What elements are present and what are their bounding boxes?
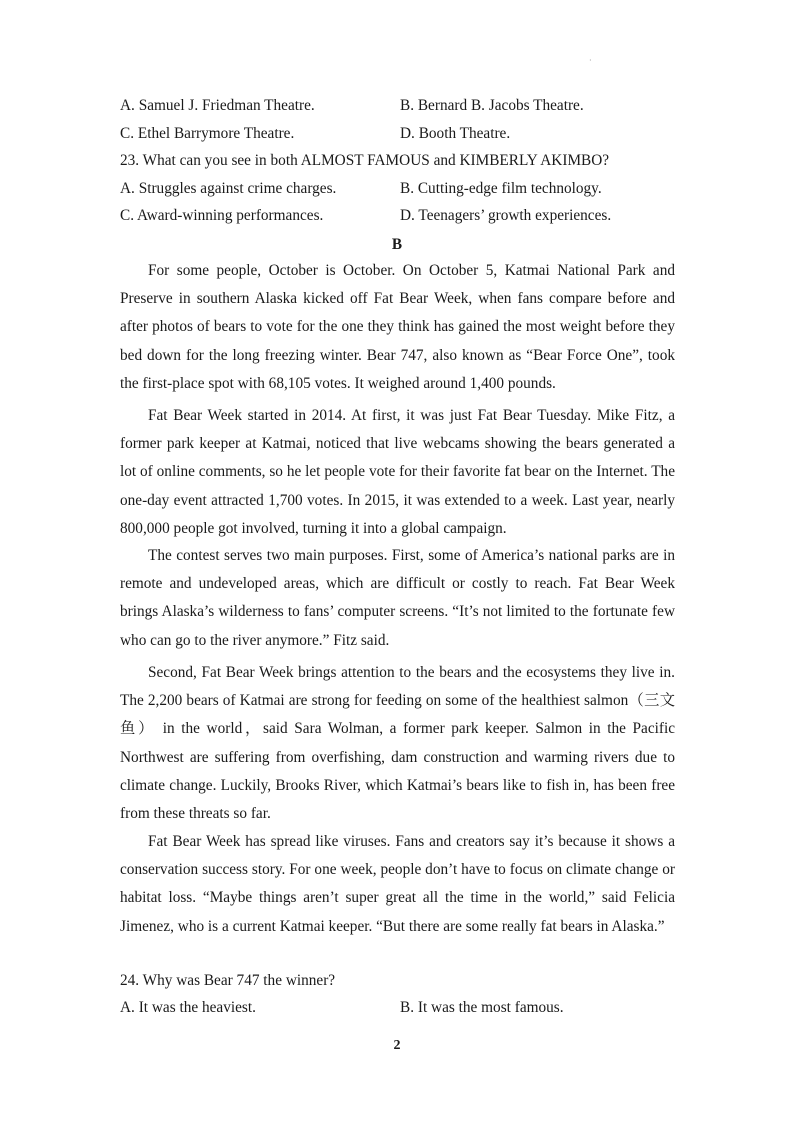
q23-option-c: C. Award-winning performances. bbox=[120, 207, 324, 224]
corner-mark: · bbox=[589, 56, 592, 65]
q22-option-b: B. Bernard B. Jacobs Theatre. bbox=[400, 97, 584, 114]
q22-option-a: A. Samuel J. Friedman Theatre. bbox=[120, 97, 315, 114]
q24-question: 24. Why was Bear 747 the winner? bbox=[120, 972, 336, 989]
passage-paragraph-5: Fat Bear Week has spread like viruses. Fans and creators say it’s because it shows a conservation success story. For one week, people don’t have to focus on climate change or habitat loss. “Maybe things aren’t super great all the time in the world,” said Felicia Jimenez, who is a current Katmai keeper. “But there are some really fat bears in Alaska.” bbox=[120, 833, 675, 935]
q23-options-row-2 bbox=[120, 205, 680, 227]
section-title: B bbox=[391, 236, 403, 253]
q23-question: 23. What can you see in both ALMOST FAMOUS and KIMBERLY AKIMBO? bbox=[120, 152, 610, 169]
page-number: 2 bbox=[393, 1038, 401, 1053]
q22-options-row-1 bbox=[120, 95, 680, 117]
q22-options-row-2 bbox=[120, 123, 680, 145]
q23-option-d: D. Teenagers’ growth experiences. bbox=[400, 207, 612, 224]
q23-option-a: A. Struggles against crime charges. bbox=[120, 180, 337, 197]
passage-paragraph-1: For some people, October is October. On October 5, Katmai National Park and Preserve in southern Alaska kicked off Fat Bear Week, when fans compare before and after photos of bears to vote for the one they think has gained the most weight before they bed down for the long freezing winter. Bear 747, also known as “Bear Force One”, took the first-place spot with 68,105 votes. It weighed around 1,400 pounds. bbox=[120, 262, 675, 392]
passage-paragraph-2: Fat Bear Week started in 2014. At first, it was just Fat Bear Tuesday. Mike Fitz, a former park keeper at Katmai, noticed that live webcams showing the bears generated a lot of online comments, so he let people vote for their favorite fat bear on the Internet. The one-day event attracted 1,700 votes. In 2015, it was extended to a week. Last year, nearly 800,000 people got involved, turning it into a global campaign. bbox=[120, 407, 675, 537]
q24-option-a: A. It was the heaviest. bbox=[120, 999, 256, 1016]
q24-option-b: B. It was the most famous. bbox=[400, 999, 564, 1016]
q22-option-c: C. Ethel Barrymore Theatre. bbox=[120, 125, 295, 142]
q23-options-row-1 bbox=[120, 178, 680, 200]
q23-option-b: B. Cutting-edge film technology. bbox=[400, 180, 602, 197]
q22-option-d: D. Booth Theatre. bbox=[400, 125, 511, 142]
q24-options-row-1 bbox=[120, 997, 680, 1019]
passage-paragraph-3: The contest serves two main purposes. First, some of America’s national parks are in remote and undeveloped areas, which are difficult or costly to reach. Fat Bear Week brings Alaska’s wilderness to fans’ computer screens. “It’s not limited to the fortunate few who can go to the river anymore.” Fitz said. bbox=[120, 547, 675, 649]
passage-paragraph-4: Second, Fat Bear Week brings attention to the bears and the ecosystems they live in. The 2,200 bears of Katmai are strong for feeding on some of the healthiest salmon（三文鱼） in the world，said Sara Wolman, a former park keeper. Salmon in the Pacific Northwest are suffering from overfishing, dam construction and warming rivers due to climate change. Luckily, Brooks River, which Katmai’s bears like to fish in, has been free from these threats so far. bbox=[120, 664, 675, 823]
